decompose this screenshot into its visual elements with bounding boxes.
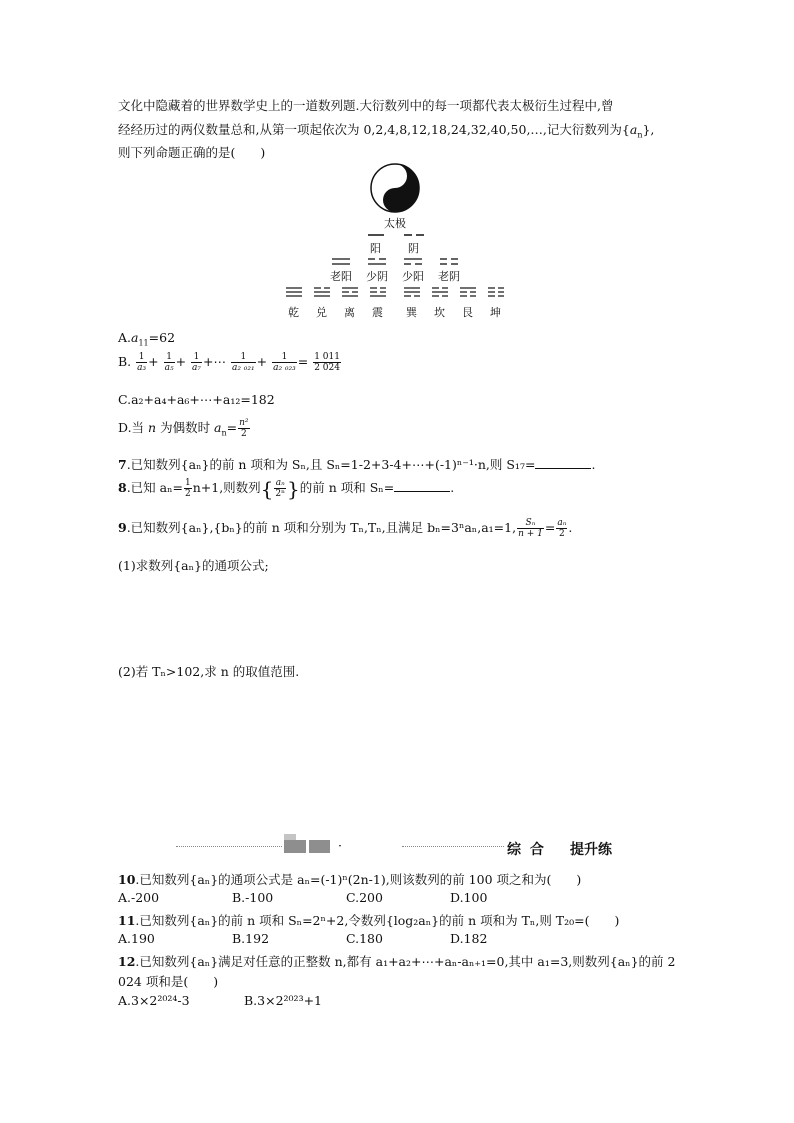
option-c: C.a₂+a₄+a₆+⋯+a₁₂=182 — [118, 392, 275, 407]
section-title-left: 综 合 — [507, 842, 546, 858]
header-block-1 — [284, 840, 306, 853]
q10-option-a[interactable]: A.-200 — [118, 890, 160, 905]
question-12-line-2: 024 项和是( ) — [118, 974, 219, 989]
intro-line-1: 文化中隐藏着的世界数学史上的一道数列题.大衍数列中的每一项都代表太极衍生过程中,曾 — [118, 98, 614, 113]
question-10: 10.已知数列{aₙ}的通项公式是 aₙ=(-1)ⁿ(2n-1),则该数列的前 100 项之和为( ) — [118, 872, 582, 887]
question-12: 12.已知数列{aₙ}满足对任意的正整数 n,都有 a₁+a₂+⋯+aₙ-aₙ₊₁=0,其中 a₁=3,则数列{aₙ}的前 2 — [118, 954, 676, 969]
q12-option-b[interactable]: B.3×2²⁰²³+1 — [244, 993, 323, 1008]
intro-line-3: 则下列命题正确的是( ) — [118, 145, 266, 160]
q11-option-d[interactable]: D.182 — [450, 931, 488, 946]
section-title-right: 提升练 — [570, 842, 612, 858]
q10-option-b[interactable]: B.-100 — [232, 890, 274, 905]
label-dui: 兑 — [316, 306, 327, 319]
label-xun: 巽 — [406, 306, 417, 319]
intro-line-2: 经经历过的两仪数量总和,从第一项起依次为 0,2,4,8,12,18,24,32,40,50,…,记大衍数列为$\{a_n\}$, — [118, 122, 655, 140]
label-shaoyin: 少阴 — [366, 270, 388, 283]
label-laoyin: 老阴 — [438, 270, 460, 283]
label-yang: 阳 — [370, 242, 381, 255]
label-zhen: 震 — [372, 306, 383, 319]
header-dot: · — [338, 838, 342, 853]
taiji-diagram — [280, 160, 520, 325]
q11-option-b[interactable]: B.192 — [232, 931, 270, 946]
label-gen: 艮 — [462, 306, 473, 319]
q12-option-a[interactable]: A.3×2²⁰²⁴-3 — [118, 993, 190, 1008]
q11-option-c[interactable]: C.180 — [346, 931, 383, 946]
label-kun: 坤 — [490, 306, 501, 319]
header-block-2 — [309, 840, 330, 853]
answer-blank-8[interactable] — [394, 490, 450, 492]
question-9: 9.已知数列{aₙ},{bₙ}的前 n 项和分别为 Tₙ,Tₙ,且满足 bₙ=3ⁿaₙ,a₁=1, $\frac{\text{Sₙ}}{n + 1}$ = $\frac{\text{aₙ}}{2}$ . — [118, 518, 573, 539]
label-laoyang: 老阳 — [330, 270, 352, 283]
question-9-part-1: (1)求数列{aₙ}的通项公式; — [118, 558, 269, 573]
question-7: 7.已知数列{aₙ}的前 n 项和为 Sₙ,且 Sₙ=1-2+3-4+⋯+(-1)ⁿ⁻¹·n,则 S₁₇= . — [118, 457, 596, 472]
label-taiji: 太极 — [384, 217, 406, 230]
q10-option-c[interactable]: C.200 — [346, 890, 383, 905]
label-li: 离 — [344, 306, 355, 319]
label-qian: 乾 — [288, 306, 299, 319]
option-a: $A.a_{11}=62$ — [118, 330, 176, 348]
divider-dots-right — [402, 846, 504, 847]
question-8: 8.已知 aₙ= $\frac{1}{2}$ n+1,则数列{ $\frac{\text{aₙ}}{\text{2ⁿ}}$ }的前 n 项和 Sₙ= . — [118, 476, 455, 501]
divider-dots-left — [176, 846, 282, 847]
label-kan: 坎 — [434, 306, 445, 319]
question-11: 11.已知数列{aₙ}的前 n 项和 Sₙ=2ⁿ+2,令数列{log₂aₙ}的前 n 项和为 Tₙ,则 T₂₀=( ) — [118, 913, 620, 928]
q11-option-a[interactable]: A.190 — [118, 931, 155, 946]
answer-blank-7[interactable] — [535, 467, 591, 469]
option-d: D.当 n 为偶数时 $a_n=$ $\frac{\text{n²}}{2}$ — [118, 418, 249, 439]
question-9-part-2: (2)若 Tₙ>102,求 n 的取值范围. — [118, 664, 300, 679]
option-b: B. $\frac{1}{\text{a₃}}$ + $\frac{1}{\text{a₅}}$ + $\frac{1}{\text{a₇}}$ +⋯ $\frac{1}{\text{a₂ ₀₂₁}}$ + $\frac{1}{\text{a₂ ₀₂₃}}$ = $\frac{1 011}{2 024}$ — [118, 352, 340, 373]
label-yin: 阴 — [408, 242, 419, 255]
label-shaoyang: 少阳 — [402, 270, 424, 283]
q10-option-d[interactable]: D.100 — [450, 890, 488, 905]
yin-yang-icon — [280, 160, 520, 325]
